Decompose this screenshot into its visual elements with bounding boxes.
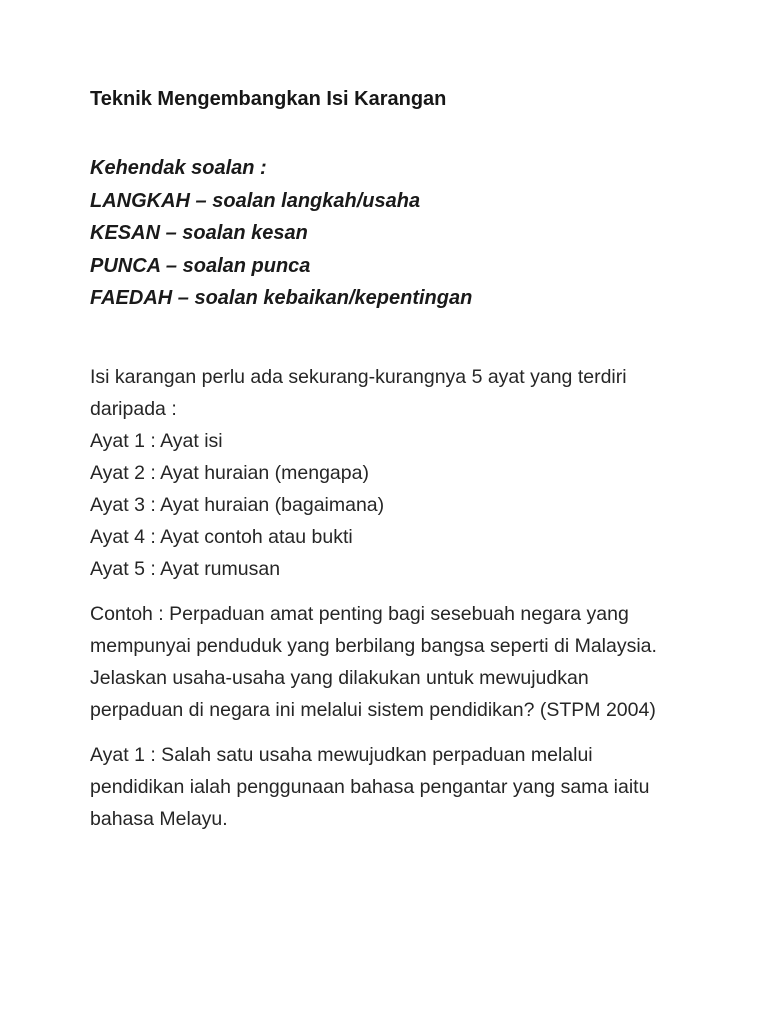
page-title: Teknik Mengembangkan Isi Karangan — [90, 88, 447, 110]
document-content — [90, 86, 668, 835]
question-type-punca: PUNCA – soalan punca — [90, 254, 311, 277]
question-types-heading: Kehendak soalan : — [90, 157, 267, 179]
structure-item-4: Ayat 4 : Ayat contoh atau bukti — [90, 525, 353, 548]
structure-intro: Isi karangan perlu ada sekurang-kurangnya 5 ayat yang terdiri daripada : — [90, 365, 632, 420]
structure-item-2: Ayat 2 : Ayat huraian (mengapa) — [90, 461, 369, 484]
structure-item-1: Ayat 1 : Ayat isi — [90, 429, 223, 452]
question-types-block — [90, 152, 668, 315]
question-type-faedah: FAEDAH – soalan kebaikan/kepentingan — [90, 287, 473, 309]
answer-paragraph: Ayat 1 : Salah satu usaha mewujudkan perpaduan melalui pendidikan ialah penggunaan bahasa pengantar yang sama iaitu bahasa Melayu. — [90, 743, 650, 830]
question-type-langkah: LANGKAH – soalan langkah/usaha — [90, 189, 421, 212]
structure-item-3: Ayat 3 : Ayat huraian (bagaimana) — [90, 493, 385, 516]
essay-structure-block — [90, 361, 668, 585]
example-paragraph: Contoh : Perpaduan amat penting bagi sesebuah negara yang mempunyai penduduk yang berbilang bangsa seperti di Malaysia. Jelaskan usaha-usaha yang dilakukan untuk mewujudkan perpaduan di negara ini melalui sistem pendidikan? (STPM 2004) — [90, 602, 657, 721]
structure-item-5: Ayat 5 : Ayat rumusan — [90, 557, 281, 580]
question-type-kesan: KESAN – soalan kesan — [90, 222, 308, 244]
